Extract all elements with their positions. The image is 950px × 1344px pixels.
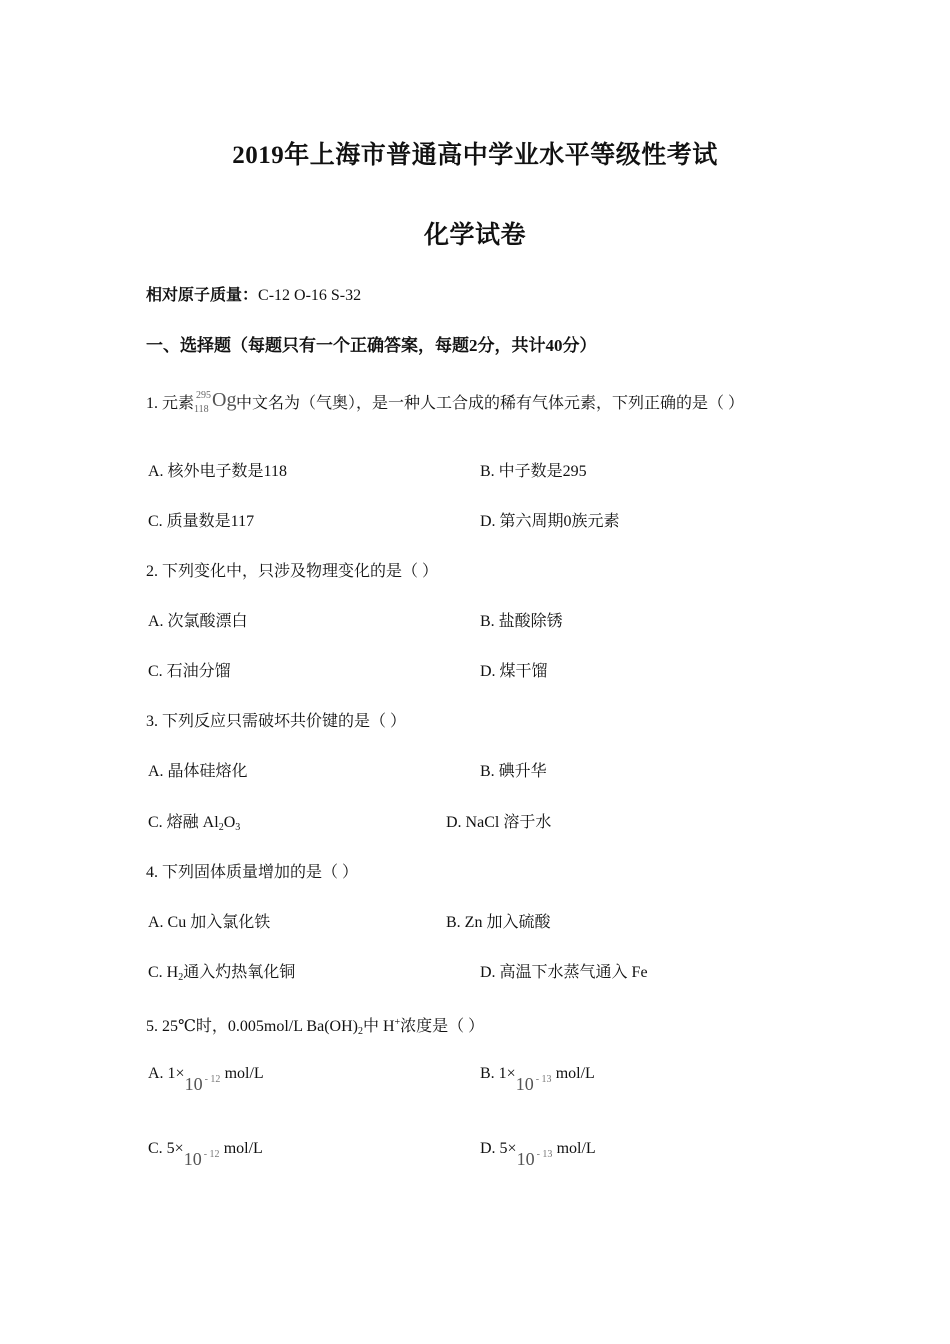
q3-stem: 3. 下列反应只需破坏共价键的是（ ） xyxy=(146,713,407,730)
q4-c-subscript: 2 xyxy=(178,972,184,983)
q1-prefix: 1. 元素 xyxy=(146,395,195,412)
q4-stem: 4. 下列固体质量增加的是（ ） xyxy=(146,864,359,881)
q3-c-subscript-1: 2 xyxy=(218,822,224,833)
q5-stem xyxy=(146,1013,484,1042)
pow-base: 10 xyxy=(515,1074,534,1094)
q1-option-c: C. 质量数是117 xyxy=(148,513,255,530)
q5-option-c xyxy=(148,1139,263,1167)
q4-c-suffix: 通入灼热氧化铜 xyxy=(183,964,296,981)
nuclide-mass-number: 295 xyxy=(196,390,212,401)
section1-heading: 一、选择题（每题只有一个正确答案，每题2分，共计40分） xyxy=(146,336,597,355)
pow-base: 10 xyxy=(516,1149,535,1169)
q5-d-power xyxy=(517,1143,557,1167)
pow-exponent: - 12 xyxy=(204,1074,221,1085)
q5-b-power xyxy=(516,1068,556,1092)
q5-a-coef: A. 1× xyxy=(148,1065,185,1082)
q5-c-unit: mol/L xyxy=(223,1140,263,1157)
q2-stem: 2. 下列变化中，只涉及物理变化的是（ ） xyxy=(146,563,439,580)
q4-option-c xyxy=(148,963,295,988)
q3-c-prefix: C. 熔融 Al xyxy=(148,814,219,831)
q5-stem-suffix: 浓度是（ ） xyxy=(400,1018,485,1035)
q3-option-c xyxy=(148,813,240,838)
q4-option-a: A. Cu 加入氯化铁 xyxy=(148,914,271,931)
q4-option-b: B. Zn 加入硫酸 xyxy=(446,914,551,931)
nuclide-atomic-number: 118 xyxy=(194,404,209,415)
pow-exponent: - 13 xyxy=(536,1149,553,1160)
q1-option-d: D. 第六周期0族元素 xyxy=(480,513,620,530)
q5-stem-subscript: 2 xyxy=(357,1026,363,1037)
q5-option-d xyxy=(480,1139,596,1167)
og-nuclide-symbol xyxy=(194,390,236,416)
q3-c-mid: O xyxy=(223,814,236,831)
nuclide-element: Og xyxy=(212,389,237,411)
q2-option-d: D. 煤干馏 xyxy=(480,663,548,680)
q5-stem-mid: 中 H xyxy=(362,1018,395,1035)
q5-a-power xyxy=(185,1068,225,1092)
q5-b-unit: mol/L xyxy=(555,1065,595,1082)
q4-option-d: D. 高温下水蒸气通入 Fe xyxy=(480,964,648,981)
atomic-mass-label: 相对原子质量： xyxy=(146,287,259,304)
exam-title: 2019年上海市普通高中学业水平等级性考试 xyxy=(232,142,718,169)
q1-stem xyxy=(146,390,744,416)
q3-c-subscript-2: 3 xyxy=(235,822,241,833)
q2-option-c: C. 石油分馏 xyxy=(148,663,231,680)
q2-option-b: B. 盐酸除锈 xyxy=(480,613,563,630)
q2-option-a: A. 次氯酸漂白 xyxy=(148,613,248,630)
pow-base: 10 xyxy=(183,1149,202,1169)
q1-suffix: 中文名为（气奥），是一种人工合成的稀有气体元素，下列正确的是（ ） xyxy=(236,395,745,412)
q5-stem-prefix: 5. 25℃时，0.005mol/L Ba(OH) xyxy=(146,1018,358,1035)
q5-d-coef: D. 5× xyxy=(480,1140,517,1157)
pow-exponent: - 13 xyxy=(535,1074,552,1085)
q5-a-unit: mol/L xyxy=(224,1065,264,1082)
q5-b-coef: B. 1× xyxy=(480,1065,516,1082)
atomic-mass-line xyxy=(146,286,361,306)
pow-base: 10 xyxy=(184,1074,203,1094)
q5-stem-superscript: + xyxy=(394,1017,401,1028)
q3-option-a: A. 晶体硅熔化 xyxy=(148,763,248,780)
q1-option-a: A. 核外电子数是118 xyxy=(148,463,287,480)
q5-option-a xyxy=(148,1064,264,1092)
q3-option-d: D. NaCl 溶于水 xyxy=(446,814,552,831)
q5-option-b xyxy=(480,1064,595,1092)
q4-c-prefix: C. H xyxy=(148,964,179,981)
exam-subtitle: 化学试卷 xyxy=(423,222,526,249)
q3-option-b: B. 碘升华 xyxy=(480,763,547,780)
atomic-mass-values: C-12 O-16 S-32 xyxy=(258,287,362,304)
q5-d-unit: mol/L xyxy=(556,1140,596,1157)
q1-option-b: B. 中子数是295 xyxy=(480,463,587,480)
q5-c-coef: C. 5× xyxy=(148,1140,184,1157)
pow-exponent: - 12 xyxy=(203,1149,220,1160)
q5-c-power xyxy=(184,1143,224,1167)
